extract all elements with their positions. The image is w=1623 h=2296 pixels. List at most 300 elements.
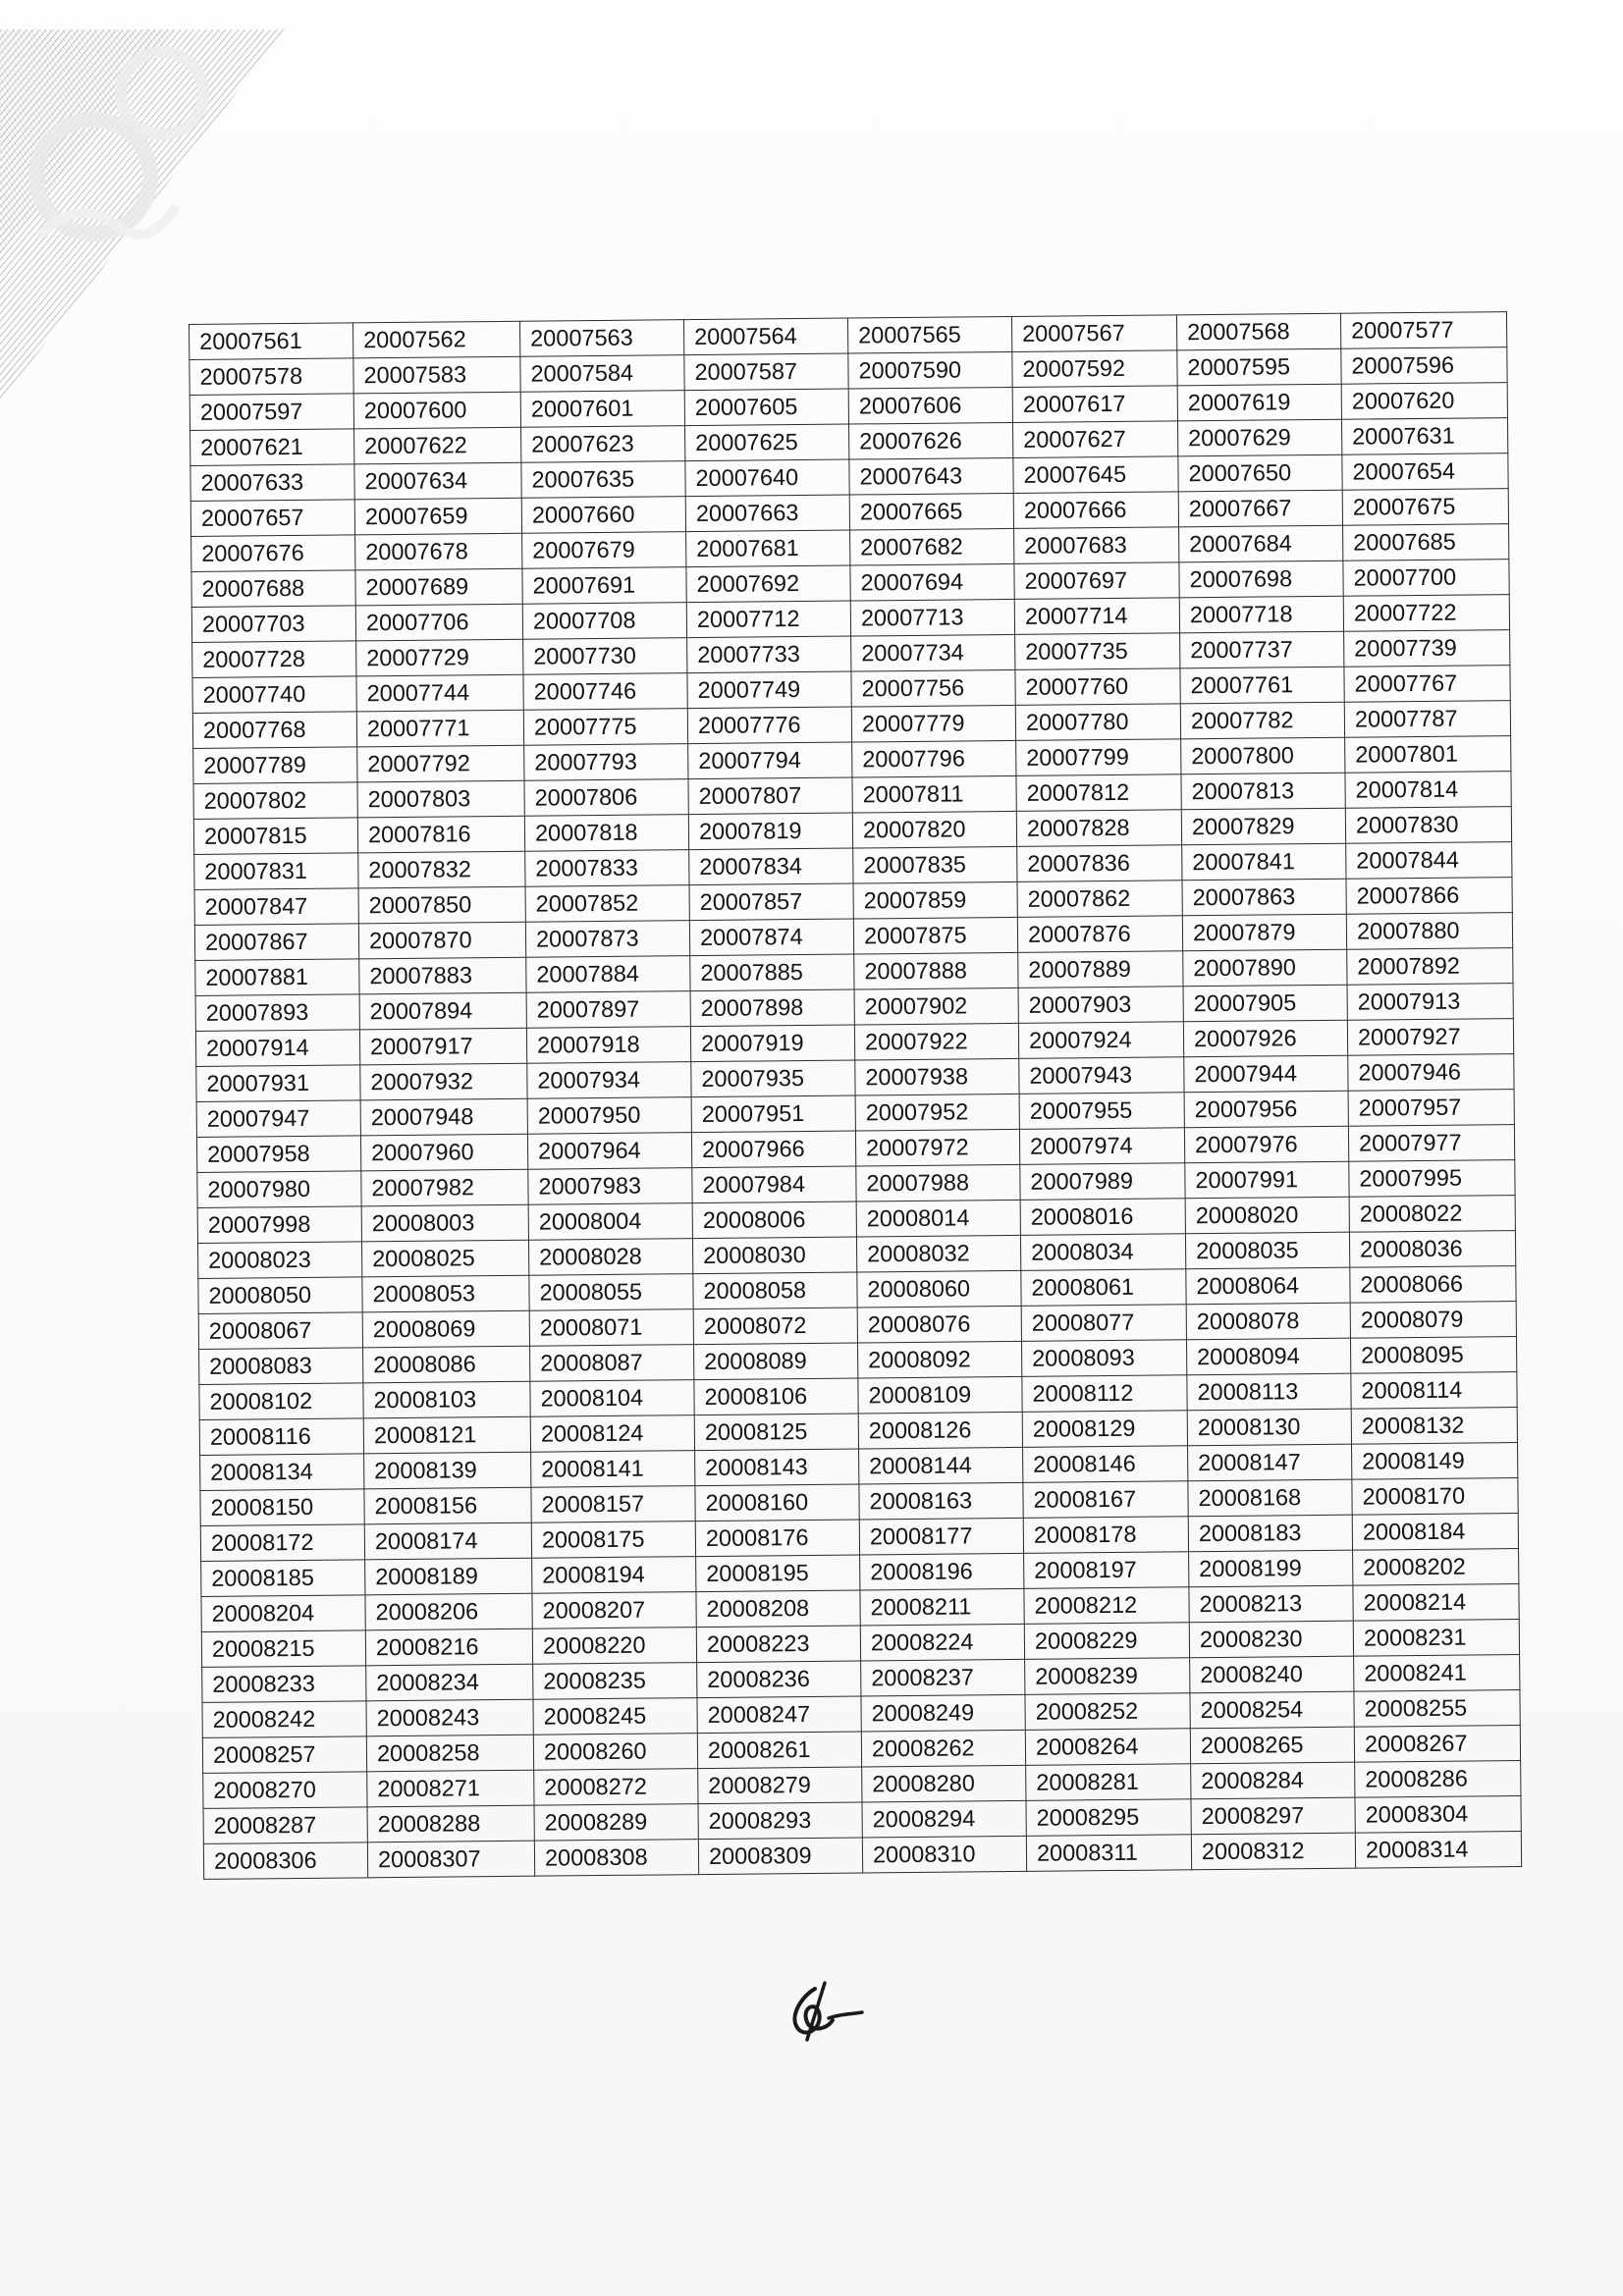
table-cell: 20008178 [1023,1517,1188,1554]
table-cell: 20007835 [853,846,1017,883]
table-cell: 20007640 [685,459,849,497]
table-cell: 20007597 [189,394,353,431]
table-cell: 20007729 [356,639,523,676]
table-cell: 20008093 [1021,1340,1186,1377]
table-cell: 20008249 [861,1694,1025,1732]
table-cell: 20007564 [683,318,847,355]
table-cell: 20008231 [1353,1620,1519,1657]
table-cell: 20008078 [1186,1303,1350,1340]
table-cell: 20008125 [694,1414,858,1451]
table-cell: 20008233 [202,1666,366,1703]
table-cell: 20007977 [1348,1125,1514,1162]
table-cell: 20007601 [520,391,684,428]
table-cell: 20008160 [695,1484,859,1522]
table-cell: 20008308 [534,1840,698,1877]
table-cell: 20008025 [361,1240,528,1277]
table-cell: 20007806 [524,779,688,817]
table-cell: 20007622 [354,427,521,464]
table-cell: 20007787 [1344,701,1510,738]
table-cell: 20008058 [693,1272,857,1309]
table-cell: 20007714 [1014,598,1179,635]
table-cell: 20008242 [202,1701,366,1738]
table-cell: 20008076 [857,1306,1021,1343]
table-cell: 20008030 [692,1237,856,1274]
table-cell: 20008060 [857,1270,1021,1308]
table-cell: 20008207 [532,1592,696,1629]
table-cell: 20007779 [851,705,1015,742]
table-cell: 20007884 [526,956,690,993]
table-cell: 20007678 [355,533,522,570]
table-cell: 20008234 [366,1664,533,1701]
table-cell: 20007874 [689,919,853,956]
table-cell: 20007626 [849,422,1013,459]
table-cell: 20007888 [854,952,1018,989]
table-cell: 20007932 [360,1063,527,1100]
table-cell: 20007957 [1348,1090,1514,1127]
table-cell: 20007619 [1177,384,1341,421]
table-cell: 20007841 [1182,843,1346,881]
table-cell: 20007950 [527,1097,691,1135]
table-cell: 20007831 [194,853,358,890]
table-cell: 20008224 [860,1624,1024,1661]
table-cell: 20008307 [367,1841,534,1878]
table-cell: 20007761 [1180,667,1344,704]
table-cell: 20007659 [354,498,521,535]
table-cell: 20008194 [532,1557,696,1594]
table-cell: 20008134 [200,1454,364,1491]
table-cell: 20007897 [526,991,690,1029]
table-cell: 20008294 [862,1800,1026,1838]
table-cell: 20008241 [1354,1655,1520,1692]
table-cell: 20007944 [1184,1055,1348,1093]
table-cell: 20007744 [356,674,523,712]
table-cell: 20008267 [1354,1726,1520,1763]
table-cell: 20008237 [861,1659,1025,1696]
table-cell: 20008174 [364,1522,531,1560]
table-cell: 20008130 [1187,1409,1351,1446]
table-cell: 20008214 [1353,1584,1519,1622]
table-cell: 20008199 [1189,1550,1353,1587]
table-cell: 20008247 [697,1696,861,1734]
table-cell: 20007767 [1344,666,1510,703]
table-cell: 20007898 [690,989,854,1027]
table-cell: 20008176 [695,1520,859,1557]
table-cell: 20008260 [533,1734,697,1771]
table-cell: 20007683 [1014,527,1179,564]
table-cell: 20007885 [690,954,854,991]
table-cell: 20007807 [688,777,852,815]
table-cell: 20008053 [362,1275,529,1312]
table-cell: 20007813 [1181,773,1345,810]
table-cell: 20008257 [202,1736,366,1774]
table-cell: 20007689 [355,568,522,606]
table-cell: 20008287 [203,1807,367,1844]
table-cell: 20007800 [1181,737,1345,774]
table-cell: 20007870 [358,922,525,959]
table-cell: 20007629 [1177,419,1341,456]
table-cell: 20008295 [1026,1799,1191,1837]
table-cell: 20008022 [1349,1196,1515,1233]
table-cell: 20007879 [1182,914,1346,951]
table-cell: 20007568 [1176,313,1340,350]
table-cell: 20007902 [854,988,1018,1025]
table-cell: 20008006 [692,1201,856,1239]
table-cell: 20007867 [194,924,358,961]
table-cell: 20007688 [191,570,355,608]
table-cell: 20008032 [856,1235,1020,1272]
table-cell: 20008289 [534,1804,698,1842]
table-cell: 20007998 [197,1206,361,1244]
table-cell: 20007703 [191,606,355,643]
table-cell: 20007938 [855,1058,1019,1095]
table-cell: 20008129 [1022,1411,1187,1448]
table-cell: 20008028 [528,1239,692,1276]
table-cell: 20007857 [689,883,853,921]
signature-icon [772,1975,870,2046]
table-cell: 20007974 [1019,1128,1184,1165]
table-cell: 20008183 [1188,1515,1352,1552]
table-cell: 20007567 [1011,315,1176,352]
table-cell: 20008223 [696,1626,860,1663]
table-cell: 20008050 [198,1277,362,1314]
table-cell: 20008144 [859,1447,1023,1484]
table-cell: 20007852 [525,885,689,923]
table-cell: 20008035 [1185,1232,1349,1269]
table-cell: 20007676 [191,535,355,572]
table-cell: 20007862 [1017,881,1182,918]
table-cell: 20007947 [196,1100,360,1138]
table-cell: 20007735 [1015,633,1180,670]
table-cell: 20007972 [855,1129,1019,1166]
table-cell: 20007859 [853,881,1017,919]
table-cell: 20008172 [200,1524,364,1562]
table-cell: 20007675 [1342,489,1508,526]
table-cell: 20007697 [1014,562,1179,600]
table-cell: 20008079 [1350,1302,1516,1339]
table-cell: 20008220 [532,1628,696,1665]
table-cell: 20007815 [193,818,357,855]
table-cell: 20007691 [522,567,686,605]
table-cell: 20007802 [193,782,357,820]
table-cell: 20008114 [1351,1372,1517,1410]
table-cell: 20007830 [1345,807,1511,844]
table-cell: 20008197 [1024,1552,1189,1589]
table-cell: 20008004 [528,1203,692,1241]
table-cell: 20008270 [203,1772,367,1809]
table-cell: 20008284 [1191,1762,1355,1799]
table-cell: 20007698 [1179,561,1343,598]
table-cell: 20008104 [530,1380,694,1417]
table-cell: 20007708 [522,603,686,640]
table-cell: 20007922 [854,1023,1018,1060]
table-cell: 20007692 [686,565,850,603]
table-cell: 20007562 [352,321,519,358]
table-cell: 20008279 [698,1767,862,1804]
table-cell: 20007964 [527,1133,691,1170]
table-cell: 20007700 [1343,560,1509,597]
table-cell: 20007595 [1177,348,1341,386]
table-cell: 20008121 [363,1416,530,1454]
table-cell: 20007847 [194,888,358,926]
table-cell: 20007952 [855,1094,1019,1131]
roll-number-table [189,311,1522,1880]
table-cell: 20007780 [1015,704,1180,741]
table-cell: 20008014 [856,1200,1020,1237]
table-cell: 20008061 [1021,1269,1186,1307]
table-cell: 20008156 [364,1487,531,1524]
table-cell: 20007883 [359,957,526,994]
table-cell: 20007577 [1340,312,1506,349]
table-cell: 20007590 [848,351,1012,389]
table-cell: 20008072 [693,1308,857,1345]
table-cell: 20007958 [196,1136,360,1173]
table-cell: 20007665 [849,493,1013,530]
table-cell: 20007905 [1183,985,1347,1022]
table-cell: 20008092 [857,1341,1021,1378]
table-cell: 20008016 [1020,1199,1185,1236]
table-cell: 20008095 [1350,1337,1516,1374]
table-cell: 20008272 [534,1769,698,1806]
table-cell: 20007650 [1178,454,1342,492]
table-cell: 20007983 [528,1168,692,1205]
table-cell: 20008020 [1185,1197,1349,1234]
table-cell: 20007820 [852,811,1016,848]
table-cell: 20008089 [694,1343,858,1380]
table-cell: 20008149 [1352,1443,1518,1480]
table-cell: 20007775 [523,709,687,746]
table-cell: 20008083 [199,1348,363,1385]
table-cell: 20007836 [1017,845,1182,882]
table-cell: 20007733 [687,636,851,673]
table-cell: 20007561 [189,323,353,360]
table-cell: 20007627 [1013,421,1178,458]
table-cell: 20008185 [201,1560,365,1597]
table-cell: 20008264 [1025,1729,1190,1766]
table-cell: 20008170 [1352,1478,1518,1516]
table-cell: 20008206 [365,1593,532,1630]
table-cell: 20007782 [1180,702,1344,739]
table-cell: 20007681 [686,530,850,567]
table-cell: 20008281 [1026,1764,1191,1801]
table-cell: 20007768 [192,712,356,749]
table-cell: 20007894 [359,992,526,1030]
table-cell: 20007946 [1348,1054,1514,1092]
table-cell: 20007832 [358,851,525,888]
table-cell: 20008311 [1026,1835,1191,1872]
table-cell: 20008184 [1352,1514,1518,1551]
table-cell: 20008003 [361,1204,528,1242]
table-cell: 20007756 [851,669,1015,707]
table-cell: 20007734 [851,634,1015,671]
table-cell: 20007654 [1342,454,1508,491]
table-cell: 20008112 [1022,1375,1187,1413]
table-cell: 20007913 [1347,984,1513,1021]
table-cell: 20007818 [524,815,688,852]
table-cell: 20007834 [689,848,853,885]
table-cell: 20008312 [1191,1833,1355,1870]
table-cell: 20008208 [696,1590,860,1628]
table-cell: 20007587 [684,353,848,391]
table-cell: 20008124 [530,1415,694,1453]
table-cell: 20008157 [531,1486,695,1523]
table-cell: 20007819 [688,813,852,850]
table-cell: 20008167 [1023,1481,1188,1519]
table-cell: 20008215 [201,1630,365,1668]
table-cell: 20007600 [353,392,520,429]
table-cell: 20007746 [523,673,687,711]
table-cell: 20007829 [1181,808,1345,845]
table-cell: 20007935 [691,1060,855,1097]
table-cell: 20008229 [1024,1623,1189,1660]
table-cell: 20007960 [360,1134,527,1171]
table-cell: 20007792 [357,745,524,782]
table-cell: 20008023 [197,1242,361,1279]
table-cell: 20008146 [1023,1446,1188,1483]
table-cell: 20007966 [691,1131,855,1168]
table-cell: 20007873 [525,921,689,958]
table-cell: 20008087 [530,1345,694,1382]
table-cell: 20007801 [1345,736,1511,774]
table-cell: 20007631 [1341,418,1507,455]
table-cell: 20007833 [525,850,689,887]
table-cell: 20007799 [1016,739,1181,776]
table-cell: 20007718 [1179,596,1343,633]
table-cell: 20007578 [189,358,353,396]
table-cell: 20007794 [688,742,852,779]
table-cell: 20008055 [529,1274,693,1311]
table-cell: 20008116 [199,1418,363,1456]
table-cell: 20007633 [190,464,354,502]
table-cell: 20008204 [201,1595,365,1632]
table-cell: 20007914 [195,1030,359,1067]
table-cell: 20007988 [856,1164,1020,1201]
table-cell: 20008314 [1355,1832,1521,1869]
table-cell: 20007583 [353,356,520,394]
table-cell: 20008094 [1186,1338,1350,1375]
table-cell: 20007605 [684,389,848,426]
table-cell: 20008143 [695,1449,859,1486]
table-cell: 20008106 [694,1378,858,1415]
table-cell: 20008297 [1191,1797,1355,1835]
table-body [189,312,1522,1880]
table-cell: 20007713 [850,599,1014,636]
table-cell: 20008066 [1350,1266,1516,1304]
table-cell: 20008109 [858,1376,1022,1414]
table-cell: 20007706 [355,604,522,641]
table-cell: 20007844 [1346,842,1512,880]
table-cell: 20008236 [697,1661,861,1698]
table-cell: 20007803 [357,780,524,818]
table-cell: 20008243 [366,1699,533,1736]
table-cell: 20007623 [521,426,685,463]
table-cell: 20007728 [192,641,356,678]
table-cell: 20007880 [1346,913,1512,950]
table-cell: 20007850 [358,886,525,924]
table-cell: 20008177 [859,1518,1023,1555]
table-cell: 20007625 [685,424,849,461]
table-cell: 20007643 [849,457,1013,495]
table-cell: 20007903 [1018,987,1183,1024]
table-cell: 20007995 [1349,1160,1515,1198]
table-cell: 20008163 [859,1482,1023,1520]
table-cell: 20007679 [522,532,686,569]
table-cell: 20008212 [1024,1587,1189,1625]
table-cell: 20007739 [1344,630,1510,667]
table-cell: 20008150 [200,1489,364,1526]
table-cell: 20007892 [1347,948,1513,986]
table-cell: 20008141 [531,1451,695,1488]
table-cell: 20007663 [685,495,849,532]
table-cell: 20008113 [1187,1373,1351,1411]
table-cell: 20008235 [533,1663,697,1700]
table-cell: 20007645 [1013,456,1178,494]
table-cell: 20008239 [1025,1658,1190,1695]
table-cell: 20008230 [1189,1621,1353,1658]
table-cell: 20008216 [365,1629,532,1666]
table-cell: 20007592 [1012,350,1177,388]
table-cell: 20007620 [1341,383,1507,420]
table-cell: 20007621 [190,429,354,466]
table-cell: 20008255 [1354,1690,1520,1728]
table-cell: 20007984 [692,1166,856,1203]
table-cell: 20008102 [199,1383,363,1420]
table-cell: 20007976 [1184,1126,1348,1163]
table-cell: 20007866 [1346,878,1512,915]
table-cell: 20007776 [687,707,851,744]
table-cell: 20008071 [529,1309,693,1347]
table-cell: 20008036 [1349,1231,1515,1268]
table-cell: 20007682 [850,528,1014,565]
table-cell: 20007812 [1016,774,1181,812]
table-cell: 20007760 [1015,668,1180,706]
table-cell: 20007667 [1178,490,1342,527]
table-cell: 20007931 [196,1065,360,1102]
table-cell: 20008254 [1190,1691,1354,1729]
table-cell: 20007793 [524,744,688,781]
table-cell: 20008126 [858,1412,1022,1449]
table-cell: 20008310 [862,1836,1026,1873]
table-cell: 20008271 [367,1770,534,1807]
table-cell: 20007875 [853,917,1017,954]
table-cell: 20007991 [1185,1161,1349,1199]
table-cell: 20007918 [526,1027,690,1064]
table-cell: 20008306 [203,1842,367,1880]
table-cell: 20008280 [862,1765,1026,1802]
table-cell: 20008309 [698,1838,862,1875]
table-cell: 20007955 [1019,1093,1184,1130]
table-cell: 20007771 [356,710,523,747]
table-cell: 20007956 [1184,1091,1348,1128]
table-cell: 20007712 [686,601,850,638]
table-cell: 20008077 [1021,1305,1186,1342]
table-cell: 20007926 [1183,1020,1347,1057]
table-cell: 20008132 [1351,1408,1517,1445]
table-cell: 20007811 [852,775,1016,813]
table-cell: 20007563 [519,320,683,357]
table-cell: 20007737 [1180,631,1344,668]
table-cell: 20008139 [364,1452,531,1489]
table-cell: 20007730 [523,638,687,675]
table-cell: 20008064 [1186,1267,1350,1305]
table-cell: 20007606 [848,387,1012,424]
table-cell: 20008211 [860,1588,1024,1626]
table-cell: 20008293 [698,1802,862,1840]
table-cell: 20007828 [1016,810,1181,847]
table-cell: 20007989 [1020,1163,1185,1201]
table-cell: 20007934 [527,1062,691,1099]
table-cell: 20007635 [521,461,685,499]
table-cell: 20007876 [1017,916,1182,953]
